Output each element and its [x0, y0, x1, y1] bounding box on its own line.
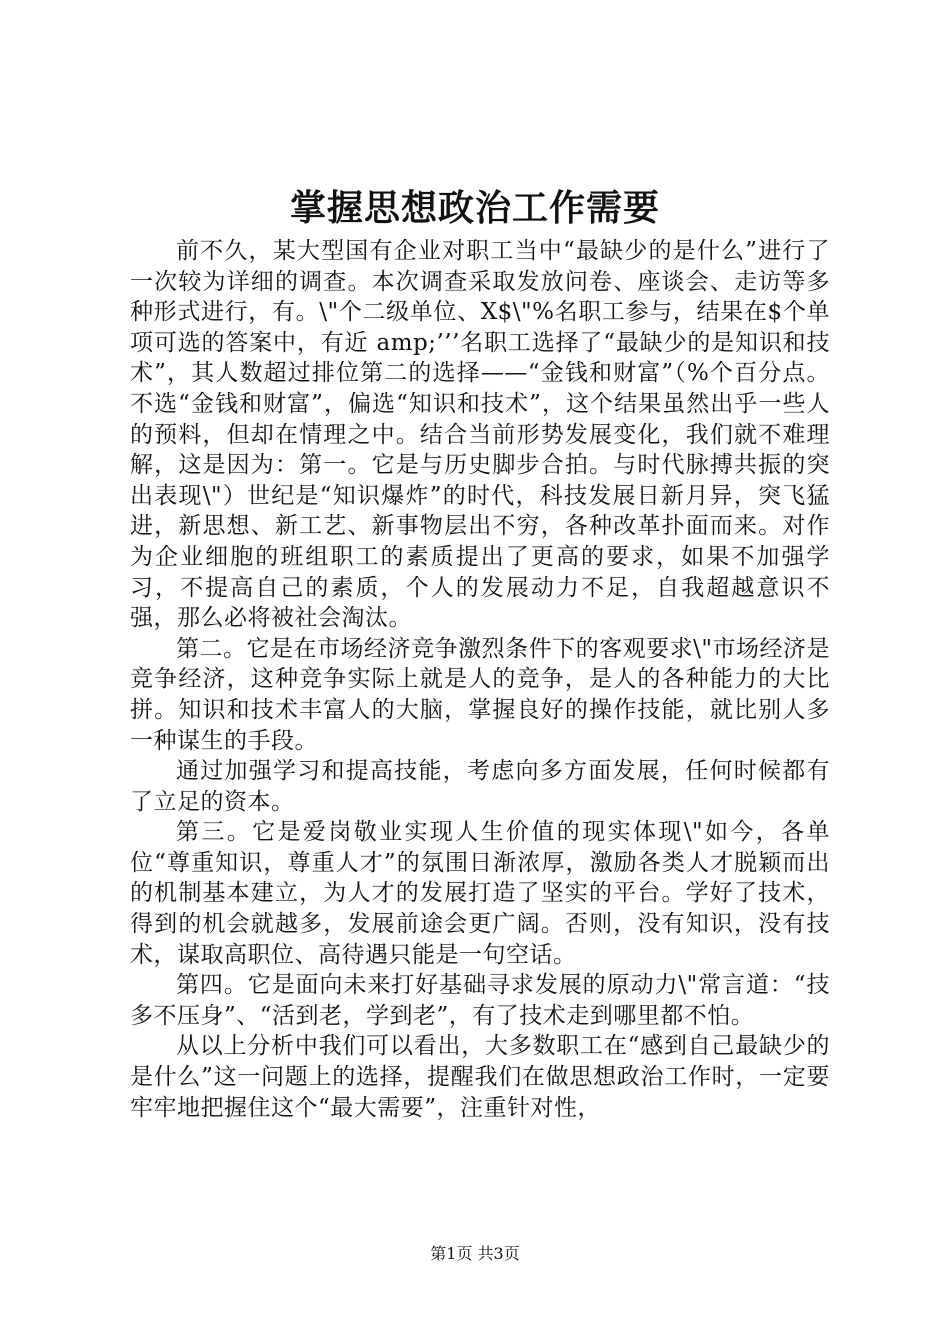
paragraph-1: 前不久，某大型国有企业对职工当中“最缺少的是什么”进行了一次较为详细的调查。本次调查采取发放问卷、座谈会、走访等多种形式进行，有。\"个二级单位、X$\"%名职工参与，结果在$个单项可选的答案中，有近 amp;’’’名职工选择了“最缺少的是知识和技术”，其人数超过排位第二的选择——“金钱和财富”（%个百分点。不选“金钱和财富”，偏选“知识和技术”，这个结果虽然出乎一些人的预料，但却在情理之中。结合当前形势发展变化，我们就不难理解，这是因为：第一。它是与历史脚步合拍。与时代脉搏共振的突出表现\"）世纪是“知识爆炸”的时代，科技发展日新月异，突飞猛进，新思想、新工艺、新事物层出不穷，各种改革扑面而来。对作为企业细胞的班组职工的素质提出了更高的要求，如果不加强学习，不提高自己的素质，个人的发展动力不足，自我超越意识不强，那么必将被社会淘汰。	[130, 238, 830, 632]
paragraph-3: 通过加强学习和提高技能，考虑向多方面发展，任何时候都有了立足的资本。	[130, 758, 830, 815]
paragraph-2: 第二。它是在市场经济竞争激烈条件下的客观要求\"市场经济是竞争经济，这种竞争实际上就是人的竞争，是人的各种能力的大比拼。知识和技术丰富人的大脑，掌握良好的操作技能，就比别人多一种谋生的手段。	[130, 635, 830, 754]
paragraph-5: 第四。它是面向未来打好基础寻求发展的原动力\"常言道：“技多不压身”、“活到老，学到老”，有了技术走到哪里都不怕。	[130, 972, 830, 1029]
paragraph-6: 从以上分析中我们可以看出，大多数职工在“感到自己最缺少的是什么”这一问题上的选择，提醒我们在做思想政治工作时，一定要牢牢地把握住这个“最大需要”，注重针对性，	[130, 1033, 830, 1121]
page-footer: 第1页 共3页	[430, 1244, 520, 1263]
paragraph-4: 第三。它是爱岗敬业实现人生价值的现实体现\"如今，各单位“尊重知识，尊重人才”的氛围日渐浓厚，激励各类人才脱颖而出的机制基本建立，为人才的发展打造了坚实的平台。学好了技术，得到的机会就越多，发展前途会更广阔。否则，没有知识，没有技术，谋取高职位、高待遇只能是一句空话。	[130, 819, 830, 968]
document-body	[130, 236, 830, 1123]
document-title: 掌握思想政治工作需要	[289, 187, 660, 229]
